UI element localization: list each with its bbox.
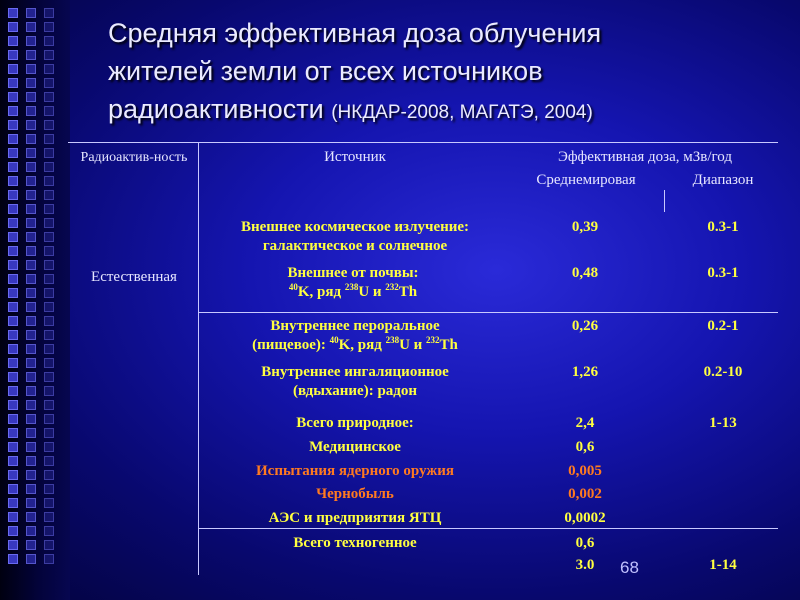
natural-label: Естественная bbox=[91, 269, 177, 285]
row-inhal-avg: 1,26 bbox=[571, 364, 599, 380]
row-chernobyl-label: Чернобыль bbox=[316, 486, 394, 502]
row-oral-range: 0.2-1 bbox=[707, 318, 739, 334]
row-chernobyl-avg: 0,002 bbox=[568, 486, 602, 502]
row-divider bbox=[198, 528, 778, 529]
row-soil-source bbox=[198, 264, 508, 302]
row-total-man-made-label: Всего техногенное bbox=[293, 535, 417, 551]
row-nuclear-tests-label: Испытания ядерного оружия bbox=[256, 463, 454, 479]
header-source: Источник bbox=[324, 149, 386, 165]
row-total-natural-label: Всего природное: bbox=[296, 415, 414, 431]
row-inhal-line1: Внутреннее ингаляционное bbox=[261, 364, 449, 380]
row-total-natural-avg: 2,4 bbox=[575, 415, 595, 431]
left-decorative-band bbox=[0, 0, 70, 600]
row-oral-line1: Внутреннее пероральное bbox=[270, 318, 440, 334]
table-top-rule bbox=[68, 142, 778, 143]
row-inhal-line2: (вдыхание): радон bbox=[292, 383, 418, 399]
column-divider bbox=[664, 190, 665, 212]
row-cosmic-source bbox=[198, 218, 512, 256]
row-soil-range: 0.3-1 bbox=[707, 265, 739, 281]
row-soil-line1: Внешнее от почвы: bbox=[287, 265, 419, 281]
row-total-man-made-avg: 0,6 bbox=[575, 535, 595, 551]
page-number: 68 bbox=[620, 558, 639, 577]
row-soil-line2: $^{40}$K, ряд $^{238}$U и $^{232}$Th bbox=[288, 282, 418, 300]
row-total-natural-range: 1-13 bbox=[709, 415, 737, 431]
header-radioactivity: Радиоактив-ность bbox=[80, 150, 188, 165]
header-range: Диапазон bbox=[692, 172, 754, 188]
row-npp-label: АЭС и предприятия ЯТЦ bbox=[268, 510, 442, 526]
row-grand-total-range: 1-14 bbox=[709, 557, 737, 573]
row-divider bbox=[198, 312, 778, 313]
title-main: радиоактивности bbox=[108, 94, 324, 124]
title-line-1: Средняя эффективная доза облучения bbox=[108, 18, 602, 48]
row-cosmic-range: 0.3-1 bbox=[707, 219, 739, 235]
row-oral-avg: 0,26 bbox=[571, 318, 599, 334]
header-world-average: Среднемировая bbox=[536, 172, 636, 188]
decorative-squares bbox=[44, 8, 56, 568]
row-cosmic-line1: Внешнее космическое излучение: bbox=[240, 219, 470, 235]
title-line-2: жителей земли от всех источников bbox=[108, 56, 543, 86]
row-soil-avg: 0,48 bbox=[571, 265, 599, 281]
title-line-3 bbox=[108, 90, 788, 132]
row-cosmic-avg: 0,39 bbox=[571, 219, 599, 235]
row-inhal-source bbox=[198, 363, 512, 401]
row-npp-avg: 0,0002 bbox=[564, 510, 606, 526]
row-medical-label: Медицинское bbox=[309, 439, 401, 455]
row-cosmic-line2: галактическое и солнечное bbox=[262, 238, 448, 254]
row-nuclear-tests-avg: 0,005 bbox=[568, 463, 602, 479]
row-oral-source bbox=[198, 317, 512, 355]
header-effective-dose: Эффективная доза, мЗв/год bbox=[558, 149, 732, 165]
row-oral-line2: (пищевое): $^{40}$K, ряд $^{238}$U и $^{232}$Th bbox=[252, 335, 458, 353]
row-medical-avg: 0,6 bbox=[575, 439, 595, 455]
decorative-squares bbox=[26, 8, 38, 568]
row-grand-total-avg: 3.0 bbox=[575, 557, 595, 573]
title-source: (НКДАР-2008, МАГАТЭ, 2004) bbox=[331, 102, 593, 123]
decorative-squares bbox=[8, 8, 20, 568]
slide-title bbox=[108, 14, 788, 132]
row-inhal-range: 0.2-10 bbox=[703, 364, 743, 380]
